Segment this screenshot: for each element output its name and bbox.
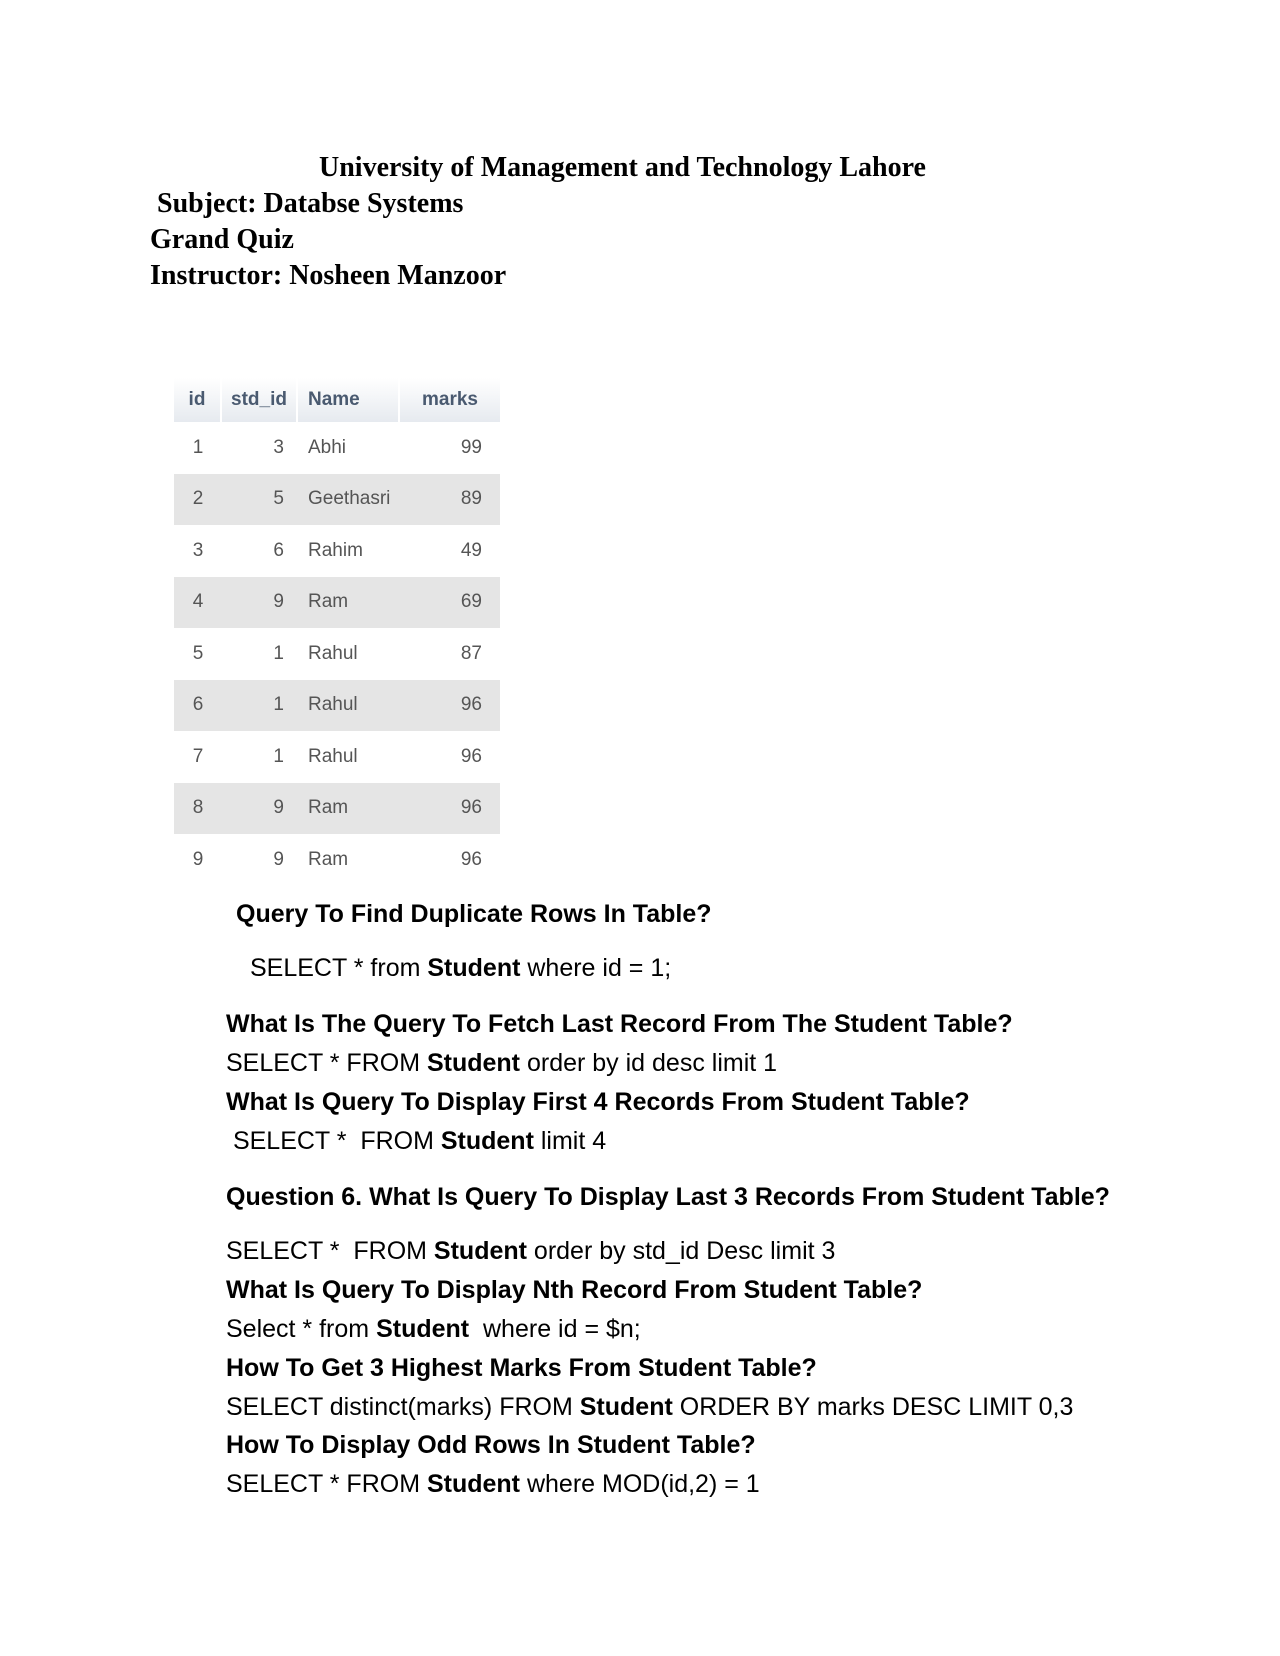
cell-std-id: 3 bbox=[273, 436, 284, 458]
question-4-text: Question 6. What Is Query To Display Last 3 Records From Student Table? bbox=[226, 1183, 1110, 1211]
cell-name: Abhi bbox=[308, 436, 347, 458]
answer-text: where MOD(id,2) = 1 bbox=[520, 1470, 760, 1498]
cell-marks: 96 bbox=[460, 745, 482, 767]
table-name: Student bbox=[426, 1049, 521, 1077]
cell-marks: 89 bbox=[460, 488, 482, 510]
cell-id: 2 bbox=[192, 488, 204, 510]
cell-marks: 69 bbox=[460, 591, 482, 613]
cell-name: Geethasri bbox=[308, 488, 391, 510]
cell-name: Ram bbox=[308, 848, 349, 870]
question-3-text: What Is Query To Display First 4 Records From Student Table? bbox=[226, 1088, 970, 1116]
answer-text: Select * from bbox=[226, 1315, 377, 1343]
university-title: University of Management and Technology Lahore bbox=[319, 152, 926, 183]
cell-id: 4 bbox=[192, 591, 204, 613]
cell-name: Rahul bbox=[308, 694, 358, 716]
question-1 bbox=[236, 899, 712, 929]
student-table bbox=[174, 378, 500, 886]
cell-std-id: 6 bbox=[273, 539, 284, 561]
table-row bbox=[174, 525, 500, 577]
question-2 bbox=[226, 1009, 1013, 1039]
cell-id: 8 bbox=[192, 797, 204, 819]
column-header-name: Name bbox=[298, 378, 400, 422]
cell-id: 9 bbox=[192, 848, 204, 870]
question-6 bbox=[226, 1353, 817, 1383]
quiz-title: Grand Quiz bbox=[150, 224, 294, 255]
answer-text: SELECT distinct(marks) FROM bbox=[226, 1393, 580, 1421]
cell-marks: 96 bbox=[460, 848, 482, 870]
cell-name: Rahim bbox=[308, 539, 363, 561]
cell-std-id: 9 bbox=[273, 797, 284, 819]
cell-name: Ram bbox=[308, 797, 349, 819]
answer-text: SELECT * FROM bbox=[226, 1237, 434, 1265]
answer-5 bbox=[226, 1314, 641, 1344]
table-row bbox=[174, 731, 500, 783]
cell-id: 6 bbox=[192, 694, 204, 716]
answer-text: ORDER BY marks DESC LIMIT 0,3 bbox=[672, 1393, 1074, 1421]
answer-1 bbox=[250, 953, 671, 983]
cell-id: 5 bbox=[192, 642, 204, 664]
table-name: Student bbox=[376, 1315, 470, 1343]
table-name: Student bbox=[440, 1127, 534, 1155]
question-3 bbox=[226, 1087, 970, 1117]
cell-std-id: 9 bbox=[273, 591, 284, 613]
answer-4 bbox=[226, 1236, 835, 1266]
cell-id: 1 bbox=[192, 436, 204, 458]
answer-text: SELECT * FROM bbox=[226, 1049, 427, 1077]
cell-marks: 96 bbox=[460, 694, 482, 716]
table-row bbox=[174, 577, 500, 629]
question-1-text: Query To Find Duplicate Rows In Table? bbox=[236, 900, 712, 928]
table-row bbox=[174, 422, 500, 474]
answer-text: where id = $n; bbox=[469, 1315, 641, 1343]
cell-name: Rahul bbox=[308, 642, 358, 664]
answer-2 bbox=[226, 1048, 777, 1078]
question-5-text: What Is Query To Display Nth Record From Student Table? bbox=[226, 1276, 923, 1304]
question-4 bbox=[226, 1182, 1110, 1212]
cell-std-id: 1 bbox=[273, 745, 284, 767]
question-7 bbox=[226, 1430, 756, 1460]
cell-name: Rahul bbox=[308, 745, 358, 767]
cell-marks: 49 bbox=[460, 539, 482, 561]
table-header-row bbox=[174, 378, 500, 422]
table-row bbox=[174, 834, 500, 886]
cell-marks: 87 bbox=[460, 642, 482, 664]
table-name: Student bbox=[427, 954, 521, 982]
question-5 bbox=[226, 1275, 922, 1305]
cell-marks: 96 bbox=[460, 797, 482, 819]
answer-text: SELECT * FROM bbox=[226, 1127, 441, 1155]
column-header-std-id: std_id bbox=[222, 378, 298, 422]
table-name: Student bbox=[579, 1393, 673, 1421]
cell-name: Ram bbox=[308, 591, 349, 613]
answer-6 bbox=[226, 1392, 1073, 1422]
cell-std-id: 1 bbox=[273, 642, 284, 664]
table-row bbox=[174, 628, 500, 680]
answer-text: order by id desc limit 1 bbox=[520, 1049, 778, 1077]
question-2-text: What Is The Query To Fetch Last Record From The Student Table? bbox=[226, 1010, 1013, 1038]
cell-std-id: 9 bbox=[273, 848, 284, 870]
answer-3 bbox=[226, 1126, 606, 1156]
cell-std-id: 5 bbox=[273, 488, 284, 510]
table-row bbox=[174, 474, 500, 526]
column-header-marks: marks bbox=[422, 389, 478, 410]
cell-marks: 99 bbox=[460, 436, 482, 458]
subject-line: Subject: Databse Systems bbox=[157, 188, 464, 219]
table-name: Student bbox=[433, 1237, 527, 1265]
cell-id: 7 bbox=[192, 745, 204, 767]
table-row bbox=[174, 783, 500, 835]
table-name: Student bbox=[426, 1470, 521, 1498]
answer-text: SELECT * from bbox=[250, 954, 428, 982]
question-6-text: How To Get 3 Highest Marks From Student Table? bbox=[226, 1354, 817, 1382]
answer-7 bbox=[226, 1469, 760, 1499]
table-row bbox=[174, 680, 500, 732]
instructor-line: Instructor: Nosheen Manzoor bbox=[150, 260, 507, 291]
question-7-text: How To Display Odd Rows In Student Table? bbox=[226, 1431, 756, 1459]
cell-id: 3 bbox=[192, 539, 204, 561]
column-header-id: id bbox=[174, 378, 222, 422]
answer-text: limit 4 bbox=[533, 1127, 607, 1155]
answer-text: where id = 1; bbox=[520, 954, 672, 982]
cell-std-id: 1 bbox=[273, 694, 284, 716]
answer-text: order by std_id Desc limit 3 bbox=[526, 1237, 836, 1265]
answer-text: SELECT * FROM bbox=[226, 1470, 427, 1498]
